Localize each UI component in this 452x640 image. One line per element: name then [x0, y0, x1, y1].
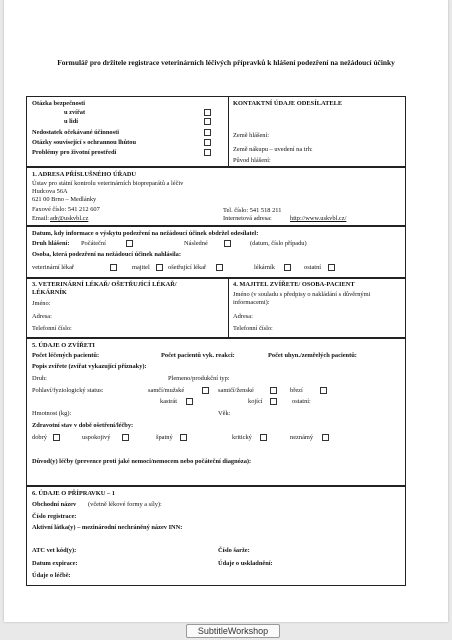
treatment-details-label: Údaje o léčbě:	[32, 572, 71, 579]
humans-label: u lidí	[64, 118, 79, 125]
health-satisfactory-label: uspokojivý	[82, 434, 111, 441]
health-critical-checkbox[interactable]	[260, 434, 267, 441]
reporter-question: Osoba, která podezření na nežádoucí účinek nahlásila:	[32, 251, 181, 258]
contacts-divider	[228, 278, 229, 338]
contact-heading: KONTAKTNÍ ÚDAJE ODESÍLATELE	[233, 100, 343, 107]
health-satisfactory-checkbox[interactable]	[122, 434, 129, 441]
registration-number-label: Číslo registrace:	[32, 513, 77, 520]
initial-report-checkbox[interactable]	[126, 240, 133, 247]
initial-report-label: Počáteční	[81, 240, 106, 247]
followup-note: (datum, číslo případu)	[250, 240, 307, 247]
followup-report-label: Následné	[184, 240, 208, 247]
female-checkbox[interactable]	[270, 387, 277, 394]
animal-section-heading: 5. ÚDAJE O ZVÍŘETI	[32, 342, 95, 349]
form-page	[4, 0, 448, 622]
authority-web-label: Internetová adresa:	[223, 215, 272, 222]
castrated-checkbox[interactable]	[186, 398, 193, 405]
lactating-checkbox[interactable]	[270, 398, 277, 405]
report-date-question: Datum, kdy informace o výskytu podezření na nežádoucí účinek obdržel odesílatel:	[32, 230, 259, 237]
owner-name-label: Jméno (v souladu s předpisy o nakládání s důvěrnými informacemi):	[233, 291, 371, 306]
safety-issue-label: Otázka bezpečnosti	[32, 100, 86, 107]
health-bad-label: špatný	[156, 434, 173, 441]
purchase-country-label: Země nákupu – uvedení na trh:	[233, 146, 313, 153]
lactating-label: kojící	[248, 398, 263, 405]
male-checkbox[interactable]	[202, 387, 209, 394]
lack-efficacy-checkbox[interactable]	[204, 129, 211, 136]
treated-count-label: Počet léčených pacientů:	[32, 352, 100, 359]
page-title: Formulář pro držitele registrace veterinárních léčivých přípravků k hlášení podezření na nežádoucí účinky	[57, 58, 395, 67]
authority-email-label: Email:	[32, 215, 50, 222]
species-label: Druh:	[32, 375, 47, 382]
health-good-label: dobrý	[32, 434, 47, 441]
animal-description-label: Popis zvířete (zvířat vykazující příznaky):	[32, 363, 147, 370]
expiry-date-label: Datum expirace:	[32, 560, 78, 567]
sex-status-label: Pohlaví/fyziologický status:	[32, 387, 104, 394]
authority-heading: 1. ADRESA PŘÍSLUŠNÉHO ÚŘADU	[32, 171, 137, 178]
report-country-label: Země hlášení:	[233, 132, 270, 139]
health-bad-checkbox[interactable]	[180, 434, 187, 441]
authority-fax: Faxové číslo: 541 212 607	[32, 206, 100, 213]
female-label: samičí/ženské	[218, 387, 254, 394]
storage-label: Údaje o uskladnění:	[218, 560, 273, 567]
owner-address-label: Adresa:	[233, 313, 253, 320]
withdrawal-period-label: Otázky související s ochrannou lhůtou	[32, 139, 137, 146]
atc-code-label: ATC vet kód(y):	[32, 547, 77, 554]
reporter-carer-label: ošetřující lékař	[168, 264, 207, 271]
castrated-label: kastrát	[160, 398, 178, 405]
priority-divider	[228, 96, 229, 167]
reporter-carer-checkbox[interactable]	[216, 264, 223, 271]
animals-label: u zvířat	[64, 109, 86, 116]
product-section-heading: 6. ÚDAJE O PŘÍPRAVKU – 1	[32, 490, 115, 497]
breed-label: Plemeno/produkční typ:	[168, 375, 230, 382]
authority-tel: Tel. číslo: 541 518 211	[223, 207, 282, 214]
pregnant-checkbox[interactable]	[320, 387, 327, 394]
product-box	[26, 486, 406, 586]
animals-checkbox[interactable]	[204, 109, 211, 116]
health-unknown-checkbox[interactable]	[322, 434, 329, 441]
trade-name-note: (včetně lékové formy a síly):	[88, 501, 162, 508]
authority-name: Ústav pro státní kontrolu veterinárních biopreparátů a léčiv	[32, 180, 184, 187]
active-substance-label: Aktivní látka(y) – mezinárodní nechráněný název INN:	[32, 524, 183, 531]
vet-address-label: Adresa:	[32, 313, 52, 320]
withdrawal-period-checkbox[interactable]	[204, 139, 211, 146]
weight-label: Hmotnost (kg):	[32, 410, 72, 417]
environment-label: Problémy pro životní prostředí	[32, 149, 117, 156]
reporter-vet-checkbox[interactable]	[110, 264, 117, 271]
died-count-label: Počet uhyn./zemřelých pacientů:	[268, 352, 357, 359]
reacted-count-label: Počet pacientů vyk. reakci:	[161, 352, 235, 359]
reporter-owner-label: majitel	[132, 264, 150, 271]
reporter-pharmacist-checkbox[interactable]	[284, 264, 291, 271]
report-type-label: Druh hlášení:	[32, 240, 70, 247]
health-unknown-label: neznámý	[290, 434, 314, 441]
trade-name-label: Obchodní název	[32, 501, 77, 508]
vet-name-label: Jméno:	[32, 300, 51, 307]
authority-web-link[interactable]: http://www.uskvbl.cz/	[290, 215, 347, 222]
lack-efficacy-label: Nedostatek očekávané účinnosti	[32, 129, 119, 136]
vet-phone-label: Telefonní číslo:	[32, 325, 72, 332]
environment-checkbox[interactable]	[204, 149, 211, 156]
vet-section-heading: 3. VETERINÁRNÍ LÉKAŘ/ OŠETŘUJÍCÍ LÉKAŘ/ LÉKÁRNÍK	[32, 281, 177, 296]
treatment-reason-label: Důvod(y) léčby (prevence proti jaké nemoci/nemocem nebo počáteční diagnóza):	[32, 458, 252, 465]
owner-section-heading: 4. MAJITEL ZVÍŘETE/ OSOBA-PACIENT	[233, 281, 355, 288]
health-status-label: Zdravotní stav v době ošetření/léčby:	[32, 422, 134, 429]
authority-street: Hudcova 56A	[32, 188, 68, 195]
followup-report-checkbox[interactable]	[224, 240, 231, 247]
reporter-vet-label: veterinární lékař	[32, 264, 75, 271]
reporter-other-label: ostatní	[304, 264, 322, 271]
authority-email-link[interactable]: adr@uskvbl.cz	[50, 215, 89, 222]
humans-checkbox[interactable]	[204, 118, 211, 125]
pregnant-label: březí	[290, 387, 303, 394]
other-status-label: ostatní:	[292, 398, 311, 405]
owner-phone-label: Telefonní číslo:	[233, 325, 273, 332]
health-critical-label: kritický	[232, 434, 252, 441]
report-origin-label: Původ hlášení:	[233, 157, 271, 164]
reporter-other-checkbox[interactable]	[328, 264, 335, 271]
health-good-checkbox[interactable]	[53, 434, 60, 441]
authority-city: 621 00 Brno – Medlánky	[32, 196, 97, 203]
reporter-owner-checkbox[interactable]	[156, 264, 163, 271]
reporter-pharmacist-label: lékárník	[254, 264, 275, 271]
male-label: samčí/mužské	[148, 387, 185, 394]
subtitle-workshop-badge[interactable]: SubtitleWorkshop	[186, 624, 280, 638]
batch-number-label: Číslo šarže:	[218, 547, 250, 554]
age-label: Věk:	[218, 410, 231, 417]
